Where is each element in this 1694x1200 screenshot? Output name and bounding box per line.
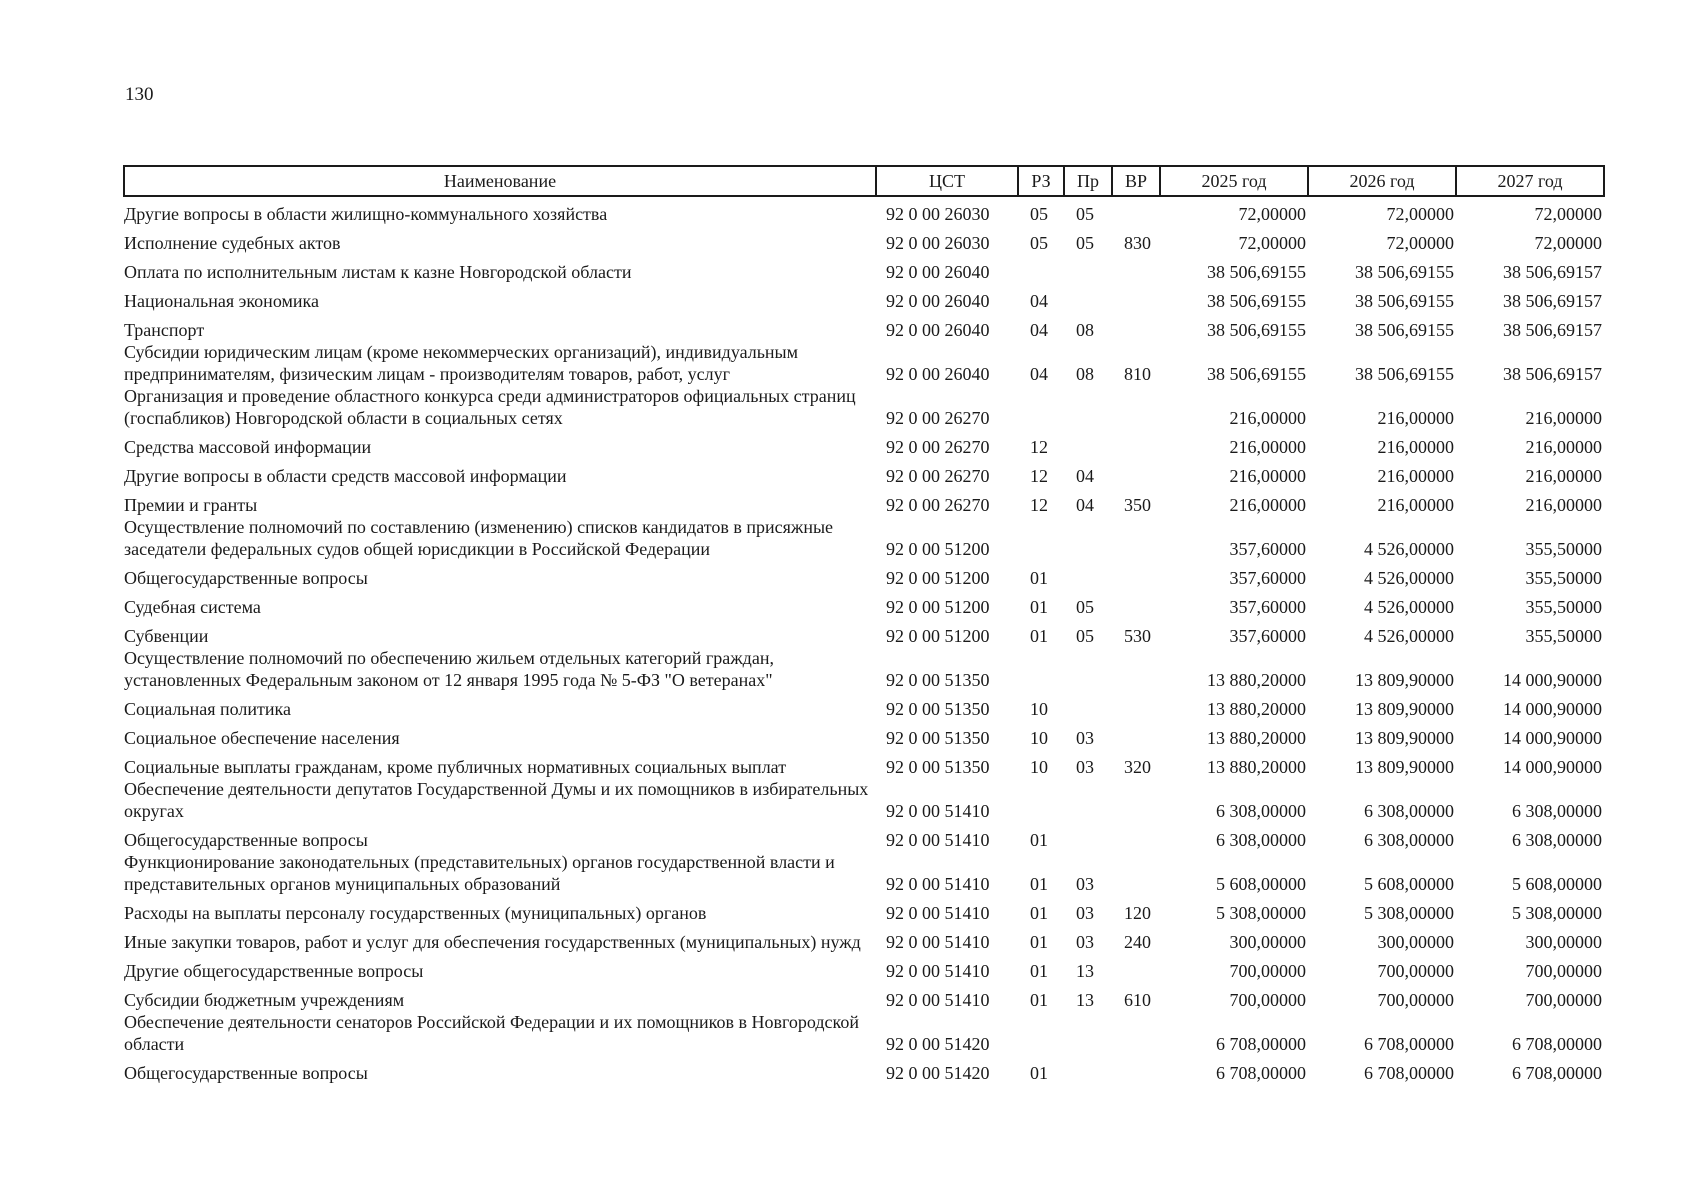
cell-rz: 01 <box>1030 597 1048 617</box>
cell-vr <box>1112 385 1160 429</box>
budget-table <box>123 165 1605 1084</box>
cell-2025: 357,60000 <box>1229 539 1306 559</box>
cell-name: Общегосударственные вопросы <box>124 1063 368 1083</box>
cell-2026: 13 809,90000 <box>1355 757 1454 777</box>
cell-2027: 72,00000 <box>1534 204 1602 224</box>
cell-2027: 14 000,90000 <box>1503 728 1602 748</box>
cell-rz: 04 <box>1030 364 1048 384</box>
cell-rz: 01 <box>1030 932 1048 952</box>
cell-vr <box>1112 254 1160 283</box>
cell-2026: 38 506,69155 <box>1355 364 1454 384</box>
cell-2027: 6 308,00000 <box>1512 801 1602 821</box>
table-row <box>124 589 1604 618</box>
header-2025: 2025 год <box>1160 166 1308 196</box>
cell-2026: 5 608,00000 <box>1364 874 1454 894</box>
cell-2026: 4 526,00000 <box>1364 568 1454 588</box>
table-row <box>124 778 1604 822</box>
table-header <box>124 166 1604 196</box>
cell-vr <box>1112 312 1160 341</box>
cell-2026: 4 526,00000 <box>1364 626 1454 646</box>
cell-2027: 355,50000 <box>1525 568 1602 588</box>
cell-vr <box>1112 822 1160 851</box>
cell-pr <box>1064 385 1112 429</box>
cell-2026: 13 809,90000 <box>1355 728 1454 748</box>
cell-rz: 01 <box>1030 961 1048 981</box>
cell-2026: 216,00000 <box>1377 495 1454 515</box>
cell-2026: 6 308,00000 <box>1364 801 1454 821</box>
cell-name: Социальные выплаты гражданам, кроме публичных нормативных социальных выплат <box>124 757 787 777</box>
cell-2026: 700,00000 <box>1377 990 1454 1010</box>
table-row <box>124 924 1604 953</box>
cell-2027: 216,00000 <box>1525 495 1602 515</box>
cell-cst: 92 0 00 26270 <box>886 495 990 515</box>
cell-2027: 355,50000 <box>1525 626 1602 646</box>
cell-pr <box>1064 560 1112 589</box>
cell-cst: 92 0 00 26270 <box>886 437 990 457</box>
cell-2027: 6 708,00000 <box>1512 1034 1602 1054</box>
table-row <box>124 749 1604 778</box>
cell-2026: 6 308,00000 <box>1364 830 1454 850</box>
cell-rz <box>1018 647 1064 691</box>
cell-2025: 700,00000 <box>1229 961 1306 981</box>
cell-rz <box>1018 254 1064 283</box>
cell-2027: 38 506,69157 <box>1503 291 1602 311</box>
cell-vr: 610 <box>1124 990 1151 1010</box>
cell-2026: 72,00000 <box>1386 233 1454 253</box>
cell-2026: 38 506,69155 <box>1355 320 1454 340</box>
cell-rz <box>1018 1011 1064 1055</box>
header-2026: 2026 год <box>1308 166 1456 196</box>
cell-2026: 72,00000 <box>1386 204 1454 224</box>
cell-rz: 01 <box>1030 626 1048 646</box>
cell-vr: 320 <box>1124 757 1151 777</box>
cell-2025: 6 708,00000 <box>1216 1063 1306 1083</box>
table-row <box>124 618 1604 647</box>
cell-2027: 216,00000 <box>1525 437 1602 457</box>
cell-pr: 08 <box>1076 364 1094 384</box>
cell-rz: 04 <box>1030 320 1048 340</box>
cell-rz: 01 <box>1030 1063 1048 1083</box>
cell-name: Социальная политика <box>124 699 291 719</box>
cell-cst: 92 0 00 26040 <box>886 291 990 311</box>
table-row <box>124 516 1604 560</box>
cell-vr: 350 <box>1124 495 1151 515</box>
cell-2027: 14 000,90000 <box>1503 757 1602 777</box>
cell-name: Другие вопросы в области средств массовой информации <box>124 466 567 486</box>
cell-2025: 6 708,00000 <box>1216 1034 1306 1054</box>
cell-2025: 216,00000 <box>1229 466 1306 486</box>
cell-pr <box>1064 647 1112 691</box>
cell-pr <box>1064 429 1112 458</box>
cell-2026: 300,00000 <box>1377 932 1454 952</box>
cell-cst: 92 0 00 51410 <box>886 990 990 1010</box>
cell-vr <box>1112 1055 1160 1084</box>
cell-2027: 355,50000 <box>1525 597 1602 617</box>
cell-2026: 216,00000 <box>1377 466 1454 486</box>
cell-2025: 6 308,00000 <box>1216 801 1306 821</box>
cell-cst: 92 0 00 51350 <box>886 699 990 719</box>
cell-cst: 92 0 00 26040 <box>886 364 990 384</box>
cell-2026: 4 526,00000 <box>1364 597 1454 617</box>
cell-2025: 6 308,00000 <box>1216 830 1306 850</box>
cell-pr <box>1064 254 1112 283</box>
cell-name: Транспорт <box>124 320 205 340</box>
table-row <box>124 1011 1604 1055</box>
cell-rz: 05 <box>1030 233 1048 253</box>
cell-2025: 5 308,00000 <box>1216 903 1306 923</box>
cell-vr <box>1112 851 1160 895</box>
cell-vr: 810 <box>1124 364 1151 384</box>
cell-2026: 4 526,00000 <box>1364 539 1454 559</box>
cell-2025: 13 880,20000 <box>1207 699 1306 719</box>
cell-vr <box>1112 196 1160 225</box>
cell-cst: 92 0 00 51200 <box>886 626 990 646</box>
cell-cst: 92 0 00 51350 <box>886 757 990 777</box>
cell-pr: 03 <box>1076 932 1094 952</box>
cell-pr: 03 <box>1076 757 1094 777</box>
cell-cst: 92 0 00 51410 <box>886 801 990 821</box>
cell-name: Обеспечение деятельности сенаторов Российской Федерации и их помощников в Новгородской области <box>124 1012 859 1054</box>
table-row <box>124 560 1604 589</box>
header-rz: РЗ <box>1018 166 1064 196</box>
cell-pr: 08 <box>1076 320 1094 340</box>
cell-2025: 72,00000 <box>1238 204 1306 224</box>
cell-2025: 357,60000 <box>1229 568 1306 588</box>
table-row <box>124 691 1604 720</box>
cell-vr: 120 <box>1124 903 1151 923</box>
cell-2025: 5 608,00000 <box>1216 874 1306 894</box>
cell-2027: 700,00000 <box>1525 961 1602 981</box>
cell-rz: 01 <box>1030 990 1048 1010</box>
cell-name: Национальная экономика <box>124 291 319 311</box>
header-2027: 2027 год <box>1456 166 1604 196</box>
cell-cst: 92 0 00 26040 <box>886 320 990 340</box>
cell-2026: 38 506,69155 <box>1355 291 1454 311</box>
cell-pr: 05 <box>1076 597 1094 617</box>
cell-pr <box>1064 1011 1112 1055</box>
cell-pr <box>1064 283 1112 312</box>
cell-pr: 05 <box>1076 204 1094 224</box>
cell-rz: 01 <box>1030 874 1048 894</box>
cell-name: Расходы на выплаты персоналу государственных (муниципальных) органов <box>124 903 707 923</box>
cell-vr <box>1112 778 1160 822</box>
cell-vr: 240 <box>1124 932 1151 952</box>
table-row <box>124 953 1604 982</box>
cell-cst: 92 0 00 51410 <box>886 874 990 894</box>
header-name: Наименование <box>124 166 876 196</box>
cell-2026: 13 809,90000 <box>1355 699 1454 719</box>
cell-cst: 92 0 00 51350 <box>886 728 990 748</box>
cell-2027: 6 708,00000 <box>1512 1063 1602 1083</box>
cell-2027: 216,00000 <box>1525 408 1602 428</box>
cell-pr: 04 <box>1076 466 1094 486</box>
cell-cst: 92 0 00 26270 <box>886 466 990 486</box>
cell-name: Осуществление полномочий по составлению (изменению) списков кандидатов в присяжные заседатели федеральных судов общей юрисдикции в Российской Федерации <box>124 517 834 559</box>
cell-2025: 216,00000 <box>1229 408 1306 428</box>
cell-rz: 10 <box>1030 757 1048 777</box>
table-row <box>124 458 1604 487</box>
cell-name: Общегосударственные вопросы <box>124 568 368 588</box>
cell-vr <box>1112 589 1160 618</box>
cell-2025: 38 506,69155 <box>1207 320 1306 340</box>
cell-rz: 01 <box>1030 903 1048 923</box>
cell-vr <box>1112 1011 1160 1055</box>
cell-pr: 05 <box>1076 626 1094 646</box>
cell-2025: 13 880,20000 <box>1207 757 1306 777</box>
cell-cst: 92 0 00 51350 <box>886 670 990 690</box>
table-row <box>124 1055 1604 1084</box>
cell-vr <box>1112 953 1160 982</box>
cell-2027: 5 608,00000 <box>1512 874 1602 894</box>
cell-pr: 03 <box>1076 903 1094 923</box>
table-row <box>124 647 1604 691</box>
cell-name: Средства массовой информации <box>124 437 372 457</box>
cell-rz <box>1018 778 1064 822</box>
table-row <box>124 487 1604 516</box>
cell-2027: 216,00000 <box>1525 466 1602 486</box>
cell-cst: 92 0 00 51200 <box>886 568 990 588</box>
cell-cst: 92 0 00 51200 <box>886 539 990 559</box>
cell-cst: 92 0 00 26030 <box>886 233 990 253</box>
cell-name: Организация и проведение областного конкурса среди администраторов официальных страниц (госпабликов) Новгородской области в социальных сетях <box>124 386 856 428</box>
table-row <box>124 982 1604 1011</box>
cell-2025: 72,00000 <box>1238 233 1306 253</box>
cell-2026: 216,00000 <box>1377 437 1454 457</box>
cell-vr <box>1112 720 1160 749</box>
cell-rz <box>1018 516 1064 560</box>
cell-cst: 92 0 00 51410 <box>886 932 990 952</box>
cell-pr <box>1064 822 1112 851</box>
cell-name: Судебная система <box>124 597 261 617</box>
cell-2027: 72,00000 <box>1534 233 1602 253</box>
cell-pr: 13 <box>1076 961 1094 981</box>
cell-cst: 92 0 00 51420 <box>886 1063 990 1083</box>
cell-2026: 700,00000 <box>1377 961 1454 981</box>
cell-2025: 13 880,20000 <box>1207 670 1306 690</box>
cell-2027: 355,50000 <box>1525 539 1602 559</box>
cell-rz: 10 <box>1030 699 1048 719</box>
cell-rz: 12 <box>1030 466 1048 486</box>
table-row <box>124 225 1604 254</box>
cell-pr: 03 <box>1076 728 1094 748</box>
page-number: 130 <box>125 84 154 105</box>
cell-rz: 01 <box>1030 568 1048 588</box>
cell-pr <box>1064 691 1112 720</box>
cell-name: Другие общегосударственные вопросы <box>124 961 424 981</box>
cell-name: Субсидии бюджетным учреждениям <box>124 990 405 1010</box>
cell-2026: 5 308,00000 <box>1364 903 1454 923</box>
cell-name: Субсидии юридическим лицам (кроме некоммерческих организаций), индивидуальным предпринимателям, физическим лицам - производителям товаров, работ, услуг <box>124 342 799 384</box>
cell-name: Общегосударственные вопросы <box>124 830 368 850</box>
cell-2027: 38 506,69157 <box>1503 364 1602 384</box>
cell-cst: 92 0 00 51200 <box>886 597 990 617</box>
cell-cst: 92 0 00 51410 <box>886 830 990 850</box>
cell-2026: 6 708,00000 <box>1364 1063 1454 1083</box>
cell-2027: 6 308,00000 <box>1512 830 1602 850</box>
cell-vr <box>1112 429 1160 458</box>
cell-pr <box>1064 516 1112 560</box>
cell-vr <box>1112 458 1160 487</box>
cell-name: Обеспечение деятельности депутатов Государственной Думы и их помощников в избирательных округах <box>124 779 869 821</box>
cell-2025: 38 506,69155 <box>1207 364 1306 384</box>
cell-2027: 38 506,69157 <box>1503 320 1602 340</box>
cell-2026: 38 506,69155 <box>1355 262 1454 282</box>
cell-vr <box>1112 516 1160 560</box>
cell-2025: 216,00000 <box>1229 495 1306 515</box>
cell-vr: 530 <box>1124 626 1151 646</box>
cell-rz: 04 <box>1030 291 1048 311</box>
cell-vr <box>1112 283 1160 312</box>
cell-vr <box>1112 560 1160 589</box>
cell-2027: 300,00000 <box>1525 932 1602 952</box>
cell-pr: 04 <box>1076 495 1094 515</box>
cell-pr: 13 <box>1076 990 1094 1010</box>
cell-2025: 38 506,69155 <box>1207 291 1306 311</box>
cell-vr: 830 <box>1124 233 1151 253</box>
cell-rz: 12 <box>1030 437 1048 457</box>
cell-2026: 13 809,90000 <box>1355 670 1454 690</box>
cell-cst: 92 0 00 51410 <box>886 961 990 981</box>
table-row <box>124 385 1604 429</box>
cell-2025: 216,00000 <box>1229 437 1306 457</box>
table-row <box>124 822 1604 851</box>
header-pr: Пр <box>1064 166 1112 196</box>
cell-rz <box>1018 385 1064 429</box>
cell-2027: 38 506,69157 <box>1503 262 1602 282</box>
cell-name: Социальное обеспечение населения <box>124 728 400 748</box>
cell-2025: 357,60000 <box>1229 626 1306 646</box>
cell-cst: 92 0 00 51410 <box>886 903 990 923</box>
cell-pr <box>1064 778 1112 822</box>
cell-name: Субвенции <box>124 626 209 646</box>
cell-2025: 357,60000 <box>1229 597 1306 617</box>
cell-2026: 216,00000 <box>1377 408 1454 428</box>
table-row <box>124 283 1604 312</box>
cell-2025: 300,00000 <box>1229 932 1306 952</box>
cell-vr <box>1112 691 1160 720</box>
cell-cst: 92 0 00 26040 <box>886 262 990 282</box>
cell-name: Другие вопросы в области жилищно-коммунального хозяйства <box>124 204 608 224</box>
cell-2025: 700,00000 <box>1229 990 1306 1010</box>
cell-name: Осуществление полномочий по обеспечению жильем отдельных категорий граждан, установленных Федеральным законом от 12 января 1995 года № 5-ФЗ "О ветеранах" <box>124 648 774 690</box>
cell-name: Премии и гранты <box>124 495 258 515</box>
table-row <box>124 254 1604 283</box>
cell-pr: 05 <box>1076 233 1094 253</box>
table-row <box>124 851 1604 895</box>
cell-name: Иные закупки товаров, работ и услуг для обеспечения государственных (муниципальных) нужд <box>124 932 861 952</box>
header-cst: ЦСТ <box>876 166 1018 196</box>
table-row <box>124 429 1604 458</box>
cell-name: Исполнение судебных актов <box>124 233 341 253</box>
cell-cst: 92 0 00 26270 <box>886 408 990 428</box>
cell-rz: 12 <box>1030 495 1048 515</box>
cell-2027: 14 000,90000 <box>1503 699 1602 719</box>
table-row <box>124 895 1604 924</box>
cell-2027: 5 308,00000 <box>1512 903 1602 923</box>
cell-2025: 38 506,69155 <box>1207 262 1306 282</box>
cell-rz: 10 <box>1030 728 1048 748</box>
header-vr: ВР <box>1112 166 1160 196</box>
cell-pr: 03 <box>1076 874 1094 894</box>
cell-vr <box>1112 647 1160 691</box>
cell-cst: 92 0 00 26030 <box>886 204 990 224</box>
cell-2027: 14 000,90000 <box>1503 670 1602 690</box>
table-row <box>124 196 1604 225</box>
table-row <box>124 341 1604 385</box>
cell-name: Функционирование законодательных (представительных) органов государственной власти и представительных органов муниципальных образований <box>124 852 835 894</box>
table-row <box>124 312 1604 341</box>
cell-name: Оплата по исполнительным листам к казне Новгородской области <box>124 262 632 282</box>
cell-2025: 13 880,20000 <box>1207 728 1306 748</box>
cell-rz: 01 <box>1030 830 1048 850</box>
cell-pr <box>1064 1055 1112 1084</box>
table-body <box>124 196 1604 1084</box>
cell-2027: 700,00000 <box>1525 990 1602 1010</box>
cell-cst: 92 0 00 51420 <box>886 1034 990 1054</box>
table-row <box>124 720 1604 749</box>
cell-rz: 05 <box>1030 204 1048 224</box>
cell-2026: 6 708,00000 <box>1364 1034 1454 1054</box>
